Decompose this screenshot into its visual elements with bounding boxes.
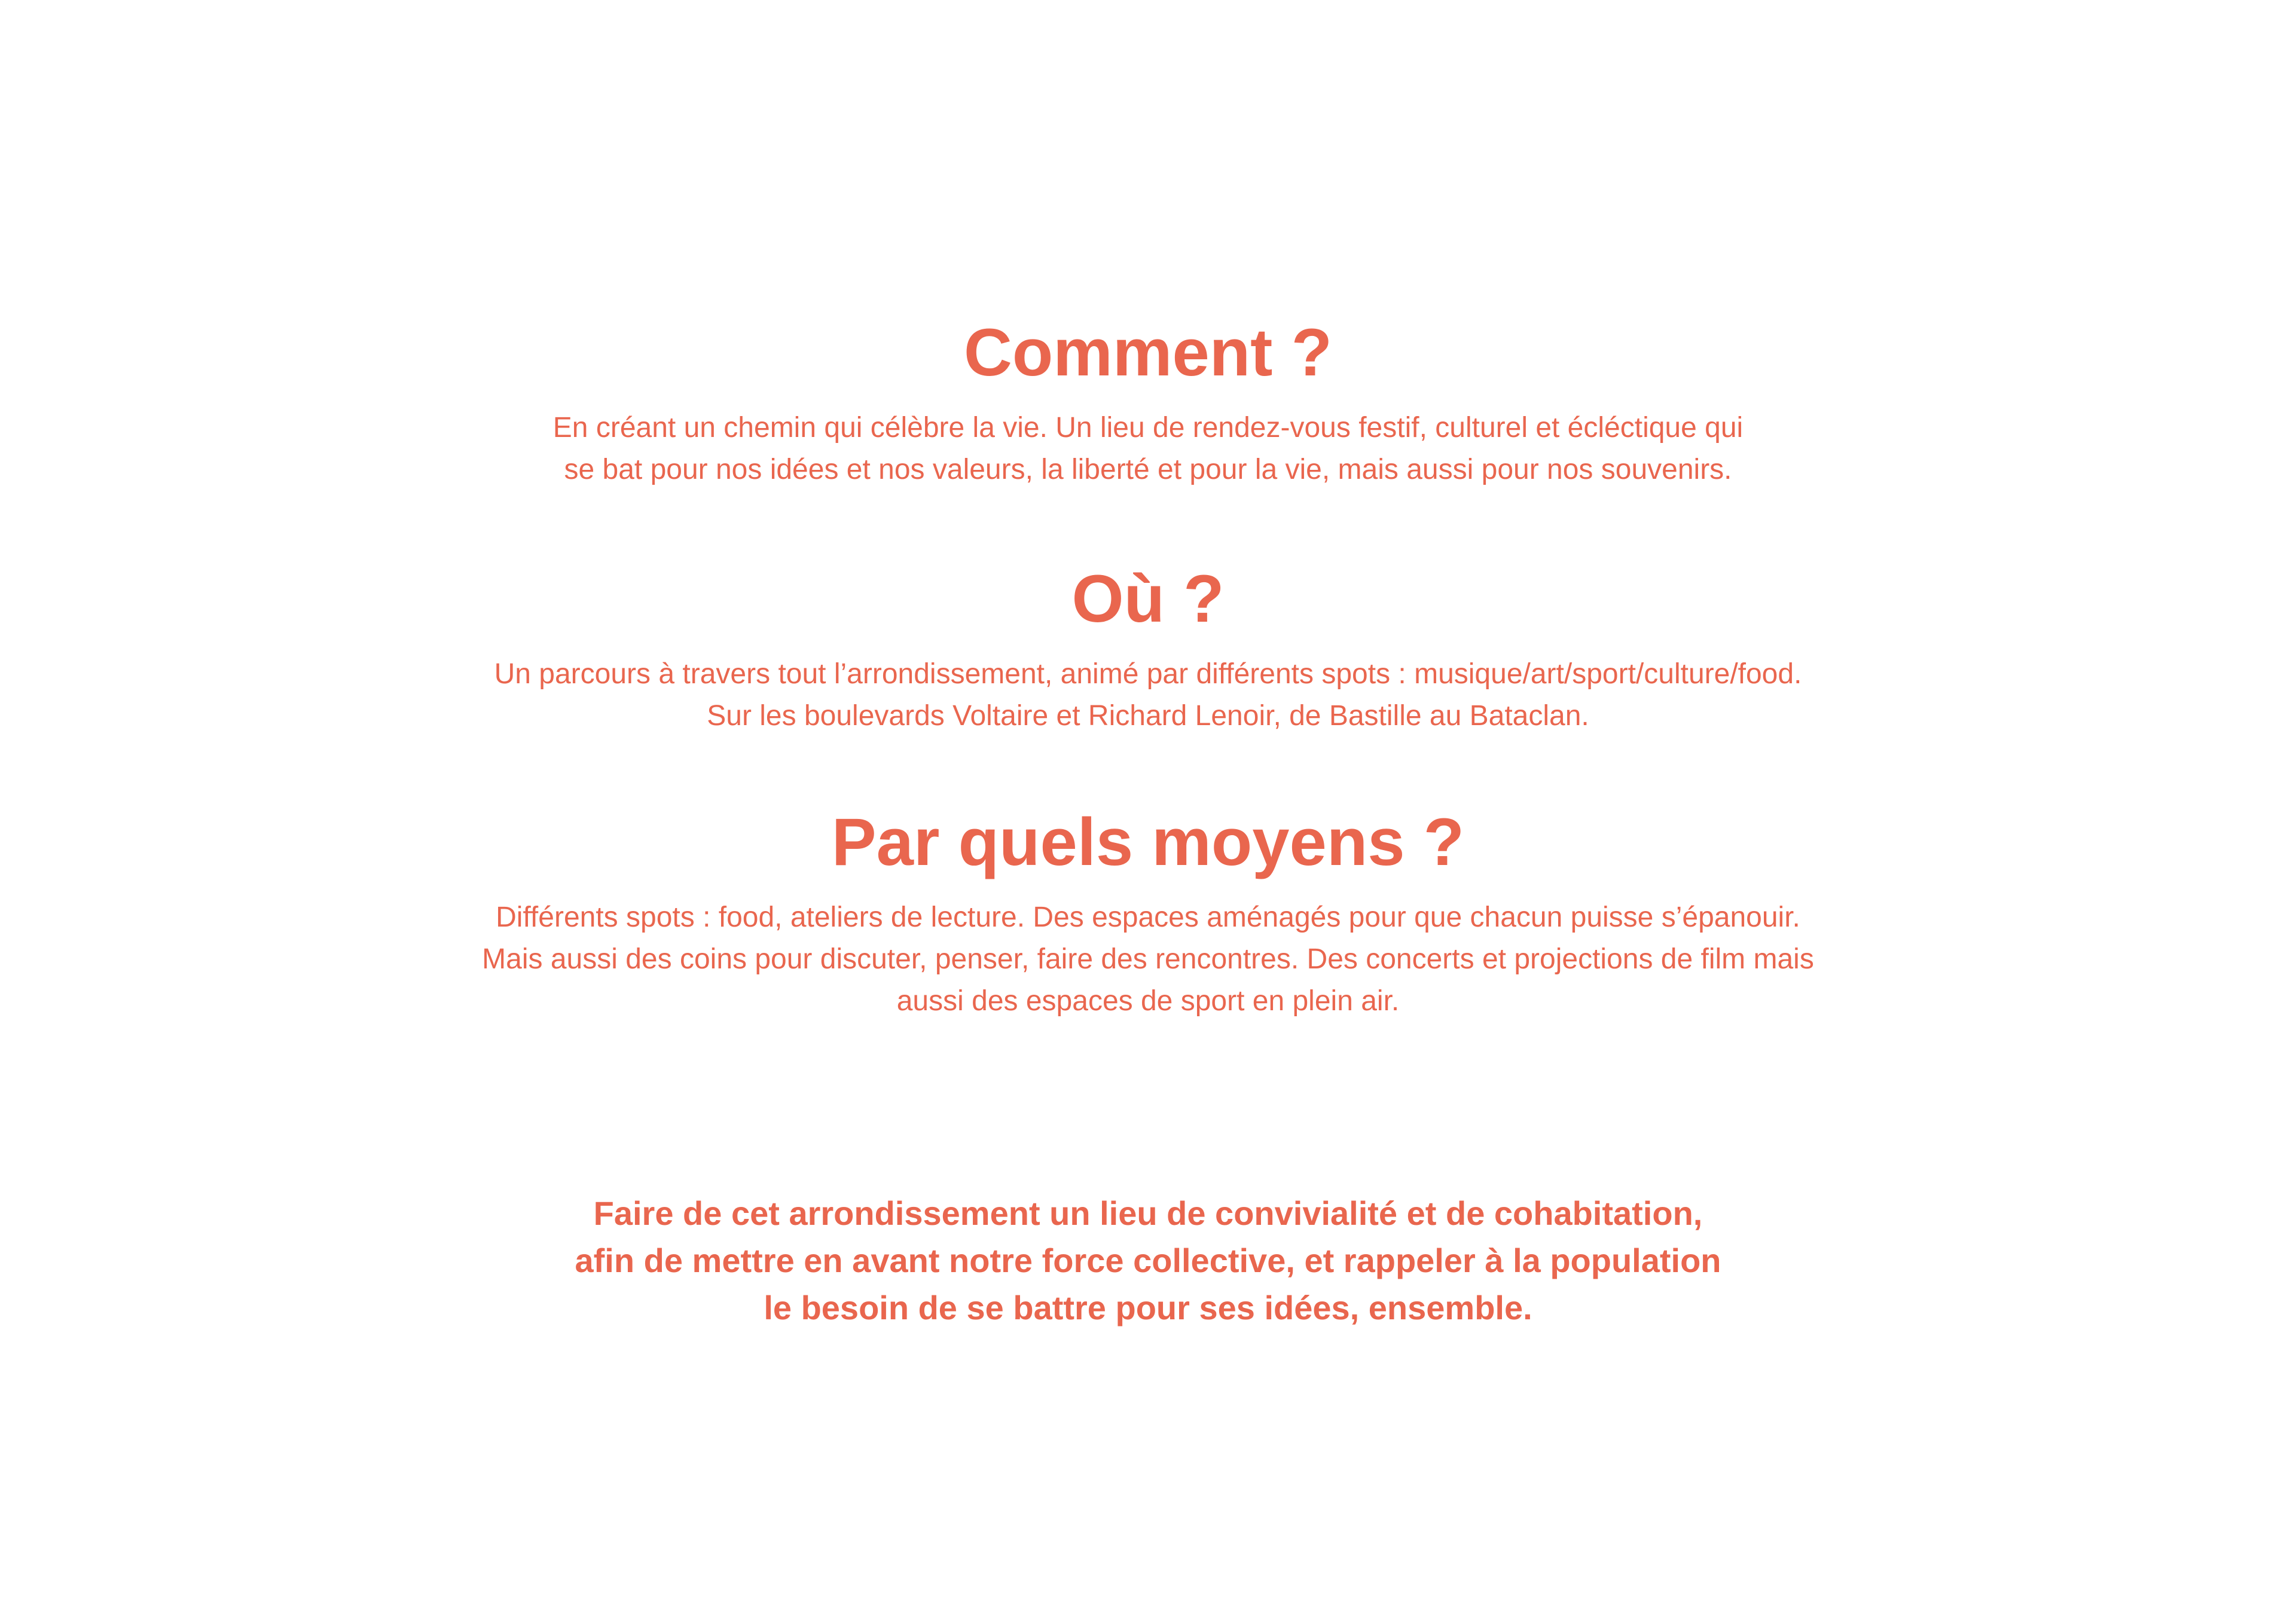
section-comment (0, 314, 2296, 491)
body-line: Sur les boulevards Voltaire et Richard Lenoir, de Bastille au Bataclan. (707, 700, 1589, 732)
body-line: Mais aussi des coins pour discuter, penser, faire des rencontres. Des concerts et projections de film mais (482, 943, 1814, 975)
section-ou (0, 560, 2296, 737)
body-line: se bat pour nos idées et nos valeurs, la liberté et pour la vie, mais aussi pour nos souvenirs. (564, 454, 1732, 485)
section-body-moyens (0, 897, 2296, 1022)
closing-statement (0, 1190, 2296, 1331)
closing-line: afin de mettre en avant notre force collective, et rappeler à la population (575, 1242, 1721, 1279)
body-line: Un parcours à travers tout l’arrondissement, animé par différents spots : musique/art/sport/culture/food. (494, 658, 1802, 690)
section-heading-comment: Comment ? (964, 315, 1332, 390)
closing-text (0, 1190, 2296, 1331)
section-moyens (0, 803, 2296, 1022)
section-body-ou (0, 653, 2296, 737)
body-line: aussi des espaces de sport en plein air. (896, 985, 1400, 1017)
section-heading-ou: Où ? (1071, 561, 1225, 636)
section-body-comment (0, 407, 2296, 491)
body-line: Différents spots : food, ateliers de lecture. Des espaces aménagés pour que chacun puisse s’épanouir. (496, 901, 1800, 933)
closing-line: le besoin de se battre pour ses idées, ensemble. (764, 1289, 1532, 1326)
body-line: En créant un chemin qui célèbre la vie. Un lieu de rendez-vous festif, culturel et écléctique qui (552, 412, 1744, 444)
closing-line: Faire de cet arrondissement un lieu de convivialité et de cohabitation, (593, 1194, 1703, 1232)
section-heading-moyens: Par quels moyens ? (831, 805, 1465, 879)
